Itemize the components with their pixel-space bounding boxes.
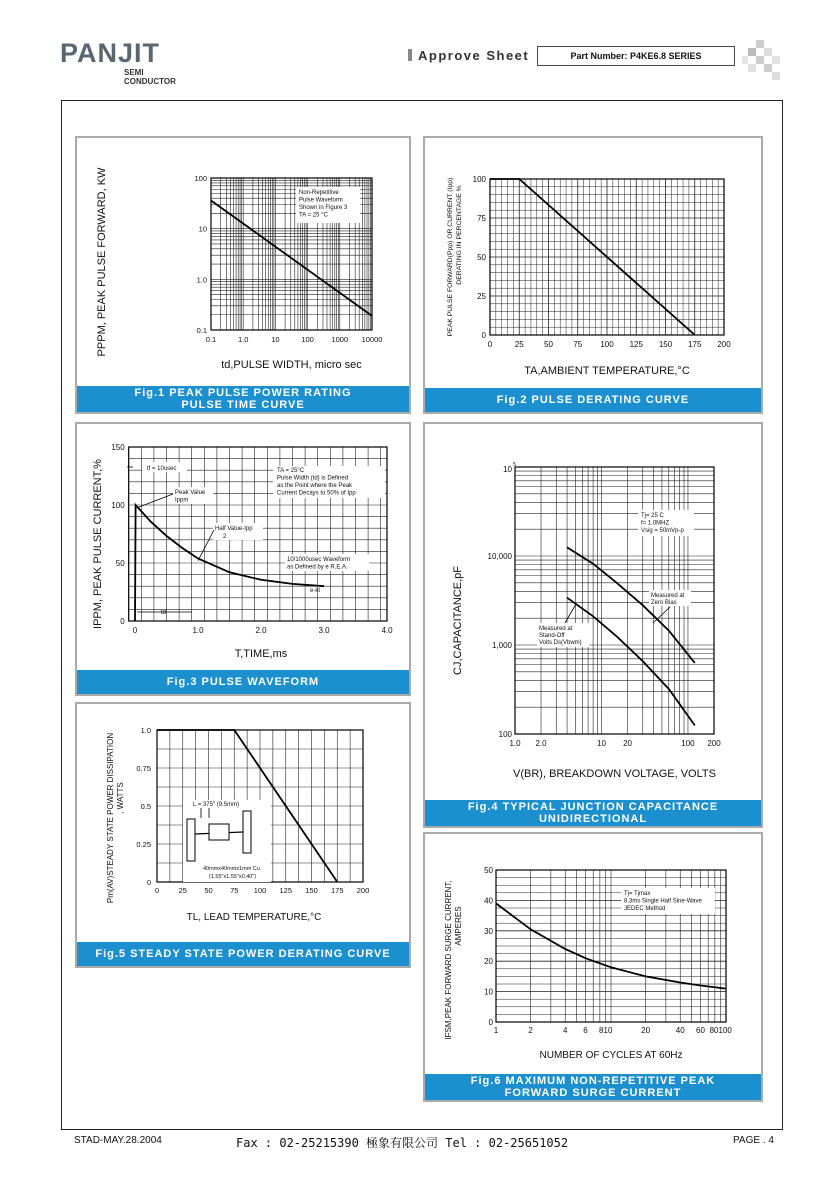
fig3-td-label: td	[161, 610, 167, 616]
fig3-y-tick-label: 0	[120, 617, 125, 626]
fig2-caption	[425, 388, 761, 412]
fig5-x-tick-label: 25	[178, 886, 187, 895]
fig4-standoff-text: Measured at	[539, 626, 573, 632]
fig1-x-tick-label: 10	[271, 335, 280, 344]
fig4-standoff-arrow	[565, 604, 576, 623]
fig3-half-arrow	[198, 530, 214, 561]
fig3-ekt-label: e-kt	[310, 588, 321, 594]
fig4-zero-text: Zero Bias	[651, 600, 677, 606]
fig3-x-tick-label: 3.0	[318, 626, 330, 635]
fig5-lead-length-label: L = 375" (9.5mm)	[193, 802, 240, 808]
fig5-x-tick-label: 50	[204, 886, 213, 895]
fig4-caption	[425, 800, 761, 826]
fig6-x-tick-label: 4	[563, 1026, 568, 1035]
fig3-caption	[77, 670, 409, 694]
fig3-peak-arrow	[138, 494, 173, 507]
fig2-y-axis-label-line2: DERATING IN PERCENTAGE %	[456, 185, 463, 285]
fig3-y-axis-label: IPPM, PEAK PULSE CURRENT,%	[92, 459, 104, 629]
fig2-caption-line1: Fig.2 PULSE DERATING CURVE	[496, 394, 690, 406]
fig6-y-tick-label: 0	[488, 1018, 493, 1027]
fig3-half-text: Half Value-Ipp	[215, 526, 253, 532]
fig3-tf-label: tf = 10usec	[147, 466, 177, 472]
fig4-panel	[423, 422, 763, 828]
checker-pattern-icon	[742, 40, 782, 80]
fig1-x-tick-label: 0.1	[205, 335, 217, 344]
fig5-y-tick-label: 0.5	[140, 802, 151, 811]
fig4-y-tick-label: 1,000	[491, 641, 512, 650]
fig5-x-tick-label: 200	[356, 886, 370, 895]
fig5-x-axis-label: TL, LEAD TEMPERATURE,°C	[186, 912, 322, 923]
fig6-x-tick-label: 6	[583, 1026, 588, 1035]
fig6-caption	[425, 1074, 761, 1100]
fig6-x-tick-label: 80100	[709, 1026, 732, 1035]
fig1-annotation-text: TA = 25 °C	[299, 212, 328, 219]
fig1-x-tick-label: 1000	[331, 335, 349, 344]
fig5-x-tick-label: 100	[253, 886, 267, 895]
fig5-heatsink-left	[187, 819, 195, 861]
fig6-annotation-text: Tj= Tjmax	[624, 891, 651, 897]
fig6-caption-line1: Fig.6 MAXIMUM NON-REPETITIVE PEAK	[470, 1075, 716, 1087]
fig6-x-axis-label: NUMBER OF CYCLES AT 60Hz	[539, 1050, 683, 1061]
fig3-caption-line1: Fig.3 PULSE WAVEFORM	[166, 676, 320, 688]
fig6-panel	[423, 832, 763, 1102]
fig3-wave-text: 10/1000usec Waveform	[287, 557, 351, 563]
fig2-x-tick-label: 25	[514, 340, 524, 349]
fig2-x-tick-label: 100	[600, 340, 614, 349]
fig2-x-tick-label: 75	[573, 340, 583, 349]
fig1-panel	[75, 136, 411, 414]
fig2-x-tick-label: 175	[688, 340, 702, 349]
fig3-x-tick-label: 2.0	[255, 626, 267, 635]
fig5-y-axis-label-line2: , WATTS	[116, 782, 125, 814]
fig4-conditions-text: Vsig = 50mVp-p	[641, 528, 684, 534]
fig4-caption-line1: Fig.4 TYPICAL JUNCTION CAPACITANCE	[467, 801, 719, 813]
fig4-zero-text: Measured at	[651, 593, 685, 599]
fig1-annotation-text: Pulse Waveform	[299, 197, 343, 204]
fig4-conditions-text: Tj= 25 C	[641, 513, 664, 519]
fig1-x-tick-label: 100	[301, 335, 314, 344]
fig4-y-tick-label: 10,000	[487, 552, 512, 561]
fig1-x-tick-label: 1.0	[237, 335, 249, 344]
fig2-y-tick-label: 25	[477, 292, 486, 301]
fig1-caption-line2: PULSE TIME CURVE	[181, 399, 305, 411]
fig1-y-tick-label: 100	[194, 174, 207, 183]
fig2-y-tick-label: 100	[472, 175, 486, 184]
fig1-y-axis-label: PPPM, PEAK PULSE FORWARD, KW	[96, 167, 108, 357]
fig2-panel	[423, 136, 763, 414]
fig3-chart	[77, 424, 409, 670]
page-title: Approve Sheet	[418, 48, 530, 63]
fig5-caption-line1: Fig.5 STEADY STATE POWER DERATING CURVE	[95, 948, 391, 960]
fig4-x-tick-label: 10	[597, 739, 606, 748]
fig1-y-tick-label: 10	[198, 224, 207, 234]
fig6-x-tick-label: 60	[696, 1026, 705, 1035]
fig5-diode-body	[209, 824, 229, 840]
fig4-x-tick-label: 200	[707, 739, 721, 748]
fig1-x-axis-label: td,PULSE WIDTH, micro sec	[221, 359, 362, 371]
fig5-chart	[77, 704, 409, 940]
fig2-y-axis-label-line1: PEAK PULSE FORWARD(Ppp) OR CURRENT (Ipp)	[447, 177, 454, 337]
fig3-panel	[75, 422, 411, 696]
fig2-x-tick-label: 50	[544, 340, 553, 349]
fig4-y-tick-label: 100	[498, 730, 512, 739]
fig4-standoff-text: Volts Ds(Vbwm)	[539, 640, 582, 646]
fig5-x-tick-label: 0	[154, 886, 160, 895]
fig6-x-tick-label: 810	[599, 1026, 613, 1035]
fig4-x-tick-label: 100	[681, 739, 695, 748]
fig3-x-tick-label: 1.0	[192, 626, 204, 635]
footer-date: STAD-MAY.28.2004	[74, 1135, 162, 1146]
fig3-half-denominator: 2	[223, 534, 227, 540]
fig5-y-axis-label-line1: Pm(AV)STEADY STATE POWER DISSIPATION	[106, 732, 115, 904]
fig6-caption-line2: FORWARD SURGE CURRENT	[504, 1087, 682, 1099]
fig4-y-axis-label: CJ,CAPACITANCE,pF	[452, 566, 464, 675]
part-number-box: Part Number: P4KE6.8 SERIES	[537, 46, 735, 66]
fig1-annotation-text: Non-Repetitive	[299, 190, 339, 196]
fig1-x-tick-label: 10000	[361, 335, 383, 344]
fig6-y-tick-label: 20	[484, 957, 493, 967]
fig2-x-axis-label: TA,AMBIENT TEMPERATURE,°C	[524, 365, 690, 377]
fig2-x-tick-label: 0	[487, 340, 493, 349]
fig3-ta-text: TA = 25°C	[277, 468, 305, 474]
fig6-x-tick-label: 20	[641, 1026, 651, 1035]
fig4-chart	[425, 424, 761, 800]
footer-contact: Fax : 02-25215390 極象有限公司 Tel : 02-25651052	[236, 1136, 569, 1150]
fig3-peak-text: Peak Value	[175, 490, 206, 496]
fig2-x-tick-label: 125	[629, 340, 643, 349]
fig6-y-tick-label: 50	[484, 866, 493, 875]
fig4-y-tick-exponent: 5	[513, 462, 517, 468]
logo-wordmark: PANJIT	[60, 38, 161, 68]
fig5-y-tick-label: 1.0	[140, 726, 151, 735]
fig5-heatsink-label-line1: 40mmx40mmx1mm Cu	[203, 866, 260, 872]
fig3-ta-text: as the Point where the Peak	[277, 483, 353, 489]
fig5-x-tick-label: 150	[305, 886, 318, 895]
fig5-y-tick-label: 0	[146, 878, 151, 887]
fig3-wave-text: as Defined by e R.E.A.	[287, 564, 348, 571]
fig4-conditions-text: f= 1.0MHZ	[641, 520, 670, 527]
fig5-heatsink-right	[243, 811, 251, 853]
title-accent-bar	[408, 49, 412, 61]
fig6-chart	[425, 834, 761, 1074]
fig6-y-axis-label-line1: IFSM,PEAK FORWARD SURGE CURRENT,	[444, 880, 453, 1040]
fig6-y-tick-label: 40	[484, 896, 493, 906]
fig5-heatsink-label-line2: (1.55"x1.55"x0.40")	[209, 874, 257, 880]
fig4-zero-arrow	[653, 607, 670, 623]
fig5-panel	[75, 702, 411, 968]
fig4-standoff-text: Stand-Off	[539, 633, 565, 639]
fig4-x-tick-label: 2.0	[535, 739, 547, 748]
fig2-x-tick-label: 150	[658, 340, 673, 349]
fig6-annotation-text: 8.3ms Single Half Sine-Wave	[624, 898, 702, 905]
fig3-ta-text: Current Decays to 50% of Ipp	[277, 490, 356, 497]
fig6-x-tick-label: 1	[493, 1026, 499, 1035]
fig5-x-tick-label: 175	[330, 886, 344, 895]
logo-subtitle-semi: SEMI	[124, 68, 144, 77]
fig4-y-tick-top: 10	[503, 465, 512, 474]
fig2-y-tick-label: 0	[481, 331, 486, 340]
fig1-y-tick-label: 1.0	[196, 275, 207, 285]
fig3-y-tick-label: 100	[111, 501, 125, 510]
fig3-x-tick-label: 4.0	[381, 626, 393, 635]
fig4-series-line-2	[567, 598, 695, 726]
fig1-caption	[77, 386, 409, 412]
footer-page-number: PAGE . 4	[733, 1135, 774, 1146]
fig5-x-tick-label: 75	[230, 886, 239, 895]
fig6-y-tick-label: 30	[484, 926, 493, 936]
fig4-caption-line2: UNIDIRECTIONAL	[538, 813, 648, 825]
fig3-x-axis-label: T,TIME,ms	[234, 648, 288, 660]
logo-subtitle-conductor: CONDUCTOR	[124, 77, 176, 86]
fig6-x-tick-label: 2	[528, 1026, 533, 1035]
fig5-caption	[77, 942, 409, 966]
fig2-chart	[425, 138, 761, 388]
fig3-y-tick-label: 150	[111, 443, 125, 452]
fig2-x-tick-label: 200	[717, 340, 731, 349]
fig3-y-tick-label: 50	[115, 559, 125, 568]
fig5-y-tick-label: 0.25	[136, 840, 151, 849]
fig1-y-tick-label: 0.1	[196, 326, 207, 335]
fig1-chart	[77, 138, 409, 388]
fig4-x-tick-label: 20	[623, 739, 632, 748]
fig4-x-axis-label: V(BR), BREAKDOWN VOLTAGE, VOLTS	[513, 768, 716, 780]
fig1-annotation-text: Shown in Figure 3	[299, 205, 348, 211]
fig6-annotation-text: JEDEC Method	[624, 906, 666, 912]
fig2-y-tick-label: 50	[477, 253, 486, 262]
fig5-x-tick-label: 125	[279, 886, 293, 895]
fig6-x-tick-label: 40	[675, 1026, 685, 1035]
fig2-y-tick-label: 75	[477, 214, 486, 223]
fig6-y-tick-label: 10	[484, 987, 493, 997]
fig5-y-tick-label: 0.75	[136, 764, 151, 773]
fig6-y-axis-label-line2: AMPERES	[454, 906, 463, 946]
panjit-logo	[60, 38, 190, 86]
fig3-peak-text: Ippm	[175, 497, 189, 504]
fig1-caption-line1: Fig.1 PEAK PULSE POWER RATING	[134, 387, 352, 399]
fig4-x-tick-label: 1.0	[509, 739, 521, 748]
fig3-ta-text: Pulse Width (td) is Defined	[277, 475, 349, 482]
fig3-x-tick-label: 0	[132, 626, 138, 635]
